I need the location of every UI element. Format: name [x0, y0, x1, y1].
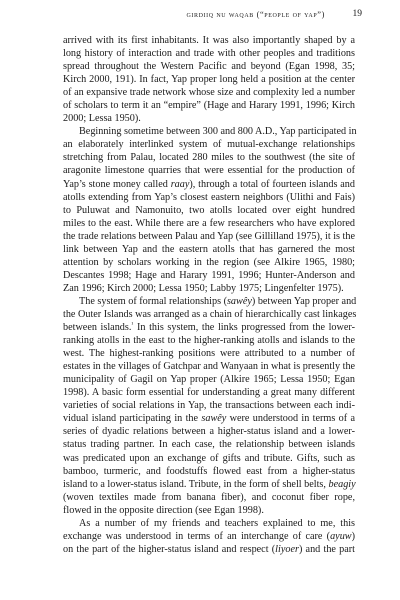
text-line: aragonite limestone quarries that were essential for the production of: [63, 165, 355, 177]
text-line: As a number of my friends and teachers explained to me, this: [79, 517, 355, 529]
text-line: bamboo, turmeric, and foodstuffs flowed east from a higher-status: [63, 465, 355, 477]
text-line: The system of formal relationships (sawêy) between Yap proper and: [79, 295, 357, 307]
text-line: was predicated upon an exchange of gifts and tribute. Gifts, such as: [63, 452, 355, 464]
text-line: west. The highest-ranking positions were attributed to a number of: [63, 348, 355, 360]
text-line: of an expansive trade network whose size and complexity led a number: [63, 87, 355, 99]
text-line: attention by scholars working in the region (see Alkire 1965, 1980;: [63, 256, 355, 268]
text-line: 1998). A basic form essential for understanding a great many different: [63, 387, 355, 399]
text-line: (woven textiles made from banana fiber), and coconut fiber rope,: [63, 491, 355, 503]
text-line: Zan 1996; Kirch 2000; Lessa 1950; Labby 1975; Lingenfelter 1975).: [63, 282, 344, 294]
text-line: atolls extending from Yap’s closest eastern neighbors (Ulithi and Fais): [63, 191, 355, 203]
text-line: Beginning sometime between 300 and 800 A.D., Yap participated in: [79, 126, 357, 138]
italic-term: beagiy: [328, 478, 356, 490]
italic-term: sawêy: [201, 413, 227, 425]
text-line: the trade relations between Palau and Yap (see Gillilland 1975), it is the: [63, 230, 355, 242]
italic-term: ayuw: [330, 530, 352, 542]
text-line: flowed in the opposite direction (see Egan 1998).: [63, 504, 264, 516]
text-line: varieties of social relations in Yap, the transactions between each indi-: [63, 400, 355, 412]
text-line: arrived with its first inhabitants. It was also importantly shaped by a: [63, 35, 355, 46]
text-line: ranking atolls in the east to the higher-ranking atolls and islands to the: [63, 335, 355, 347]
text-line: spread throughout the Western Pacific and beyond (Egan 1998, 35;: [63, 61, 355, 73]
text-line: exchange was understood in terms of an interchange of care (ayuw): [63, 530, 355, 542]
text-line: Descantes 1998; Hage and Harary 1991, 1996; Hunter-Anderson and: [63, 269, 355, 281]
page-number: 19: [352, 9, 362, 19]
text-line: on the part of the higher-status island and respect (liyoer) and the part: [63, 543, 356, 555]
text-line: link between Yap and the eastern atolls that has garnered the most: [63, 243, 355, 255]
body-text: [63, 34, 355, 556]
text-line: municipality of Gagil on Yap proper (Alkire 1965; Lessa 1950; Egan: [63, 374, 355, 386]
text-line: 2000; Lessa 1950).: [63, 113, 141, 125]
text-line: vidual island participating in the sawêy were understood in terms of a: [63, 413, 355, 425]
italic-term: raay: [170, 178, 190, 190]
text-line: stretching from Palau, located 280 miles to the southwest (the site of: [63, 152, 355, 164]
running-head: girdiiq nu waqab (“people of yap”): [186, 10, 325, 19]
text-line: Yap’s stone money called raay), through a total of fourteen islands and: [63, 178, 355, 190]
text-line: long history of interaction and trade with other peoples and traditions: [63, 48, 355, 60]
italic-term: liyoer: [275, 543, 299, 555]
text-line: miles to the east. While there are a few researchers who have explored: [63, 217, 355, 229]
text-line: island to a lower-status island. Tribute, in the form of shell belts, beagiy: [63, 478, 356, 490]
text-line: to Puluwat and Namonuito, two atolls located over eight hundred: [63, 204, 355, 216]
text-line: estates in the villages of Gatchpar and Wanyaan in what is presently the: [63, 361, 356, 373]
italic-term: sawêy: [226, 295, 252, 307]
footnote-marker: ¹: [131, 321, 134, 329]
text-line: Kirch 2000, 191). In fact, Yap proper long held a position at the center: [63, 74, 355, 86]
text-line: the Outer Islands was arranged as a chain of hierarchically cast linkages: [63, 308, 357, 320]
text-line: status trading partner. In each case, the relationship between islands: [63, 439, 355, 451]
text-line: an elaborately interlinked system of mutual-exchange relationships: [63, 139, 355, 151]
text-line: series of dyadic relations between a higher-status island and a lower-: [63, 426, 355, 438]
text-line: between islands.$^{^1}$ In this system, the links progressed from the lower-: [63, 321, 355, 334]
text-line: of scholars to term it an “empire” (Hage and Harary 1991, 1996; Kirch: [63, 100, 355, 112]
